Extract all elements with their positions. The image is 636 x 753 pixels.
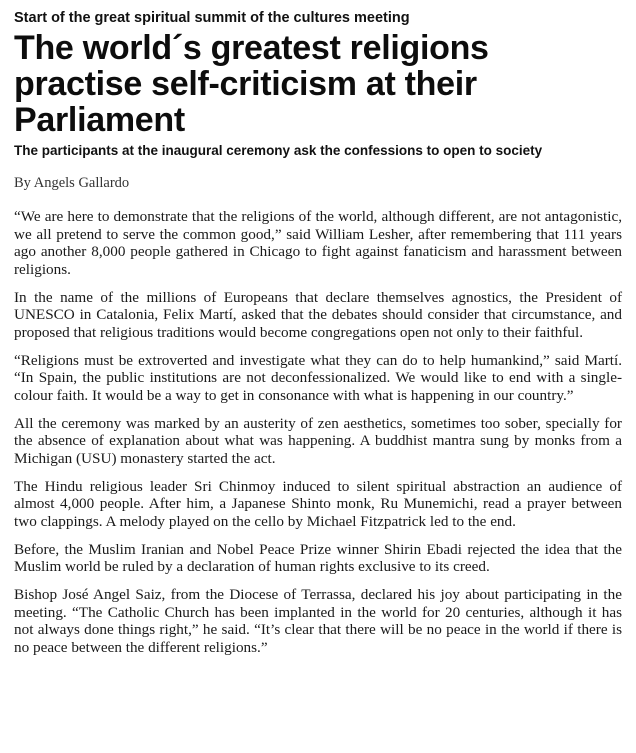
body-paragraph-7: Bishop José Angel Saiz, from the Diocese of Terrassa, declared his joy about participating in the meeting. “The Catholic Church has been implanted in the world for 20 centuries, although it has not always done things right,” he said. “It’s clear that there will be no peace in the world if there is no peace between the different religions.” — [14, 586, 622, 656]
body-paragraph-4: All the ceremony was marked by an austerity of zen aesthetics, sometimes too sober, specially for the absence of explanation about what was happening. A buddhist mantra sung by monks from a Michigan (USU) monastery started the act. — [14, 414, 622, 467]
body-paragraph-1: “We are here to demonstrate that the religions of the world, although different, are not antagonistic, we all pretend to serve the common good,” said William Lesher, after remembering that 111 years ago another 8,000 people gathered in Chicago to fight against fanaticism and harassment between religions. — [14, 208, 622, 278]
article-headline: The world´s greatest religions practise self-criticism at their Parliament — [14, 29, 489, 139]
body-paragraph-2: In the name of the millions of Europeans that declare themselves agnostics, the President of UNESCO in Catalonia, Felix Martí, asked that the debates should consider that circumstance, and proposed that religious traditions would become congregations open not only to their faithful. — [14, 288, 622, 341]
article-body — [14, 208, 622, 656]
article-subhead: The participants at the inaugural ceremony ask the confessions to open to society — [14, 143, 543, 158]
body-paragraph-6: Before, the Muslim Iranian and Nobel Peace Prize winner Shirin Ebadi rejected the idea that the Muslim world be ruled by a declaration of human rights exclusive to its creed. — [14, 540, 622, 575]
article-kicker: Start of the great spiritual summit of the cultures meeting — [14, 10, 410, 26]
news-article — [14, 8, 622, 667]
body-paragraph-5: The Hindu religious leader Sri Chinmoy induced to silent spiritual abstraction an audience of almost 4,000 people. After him, a Japanese Shinto monk, Ru Munemichi, read a prayer between two clappings. A melody played on the cello by Michael Fitzpatrick led to the end. — [14, 477, 622, 530]
article-byline: By Angels Gallardo — [14, 175, 130, 191]
body-paragraph-3: “Religions must be extroverted and investigate what they can do to help humankind,” said Martí. “In Spain, the public institutions are not deconfessionalized. We would like to end with a single-colour faith. It would be a way to get in consonance with what is happening in our country.” — [14, 351, 622, 404]
